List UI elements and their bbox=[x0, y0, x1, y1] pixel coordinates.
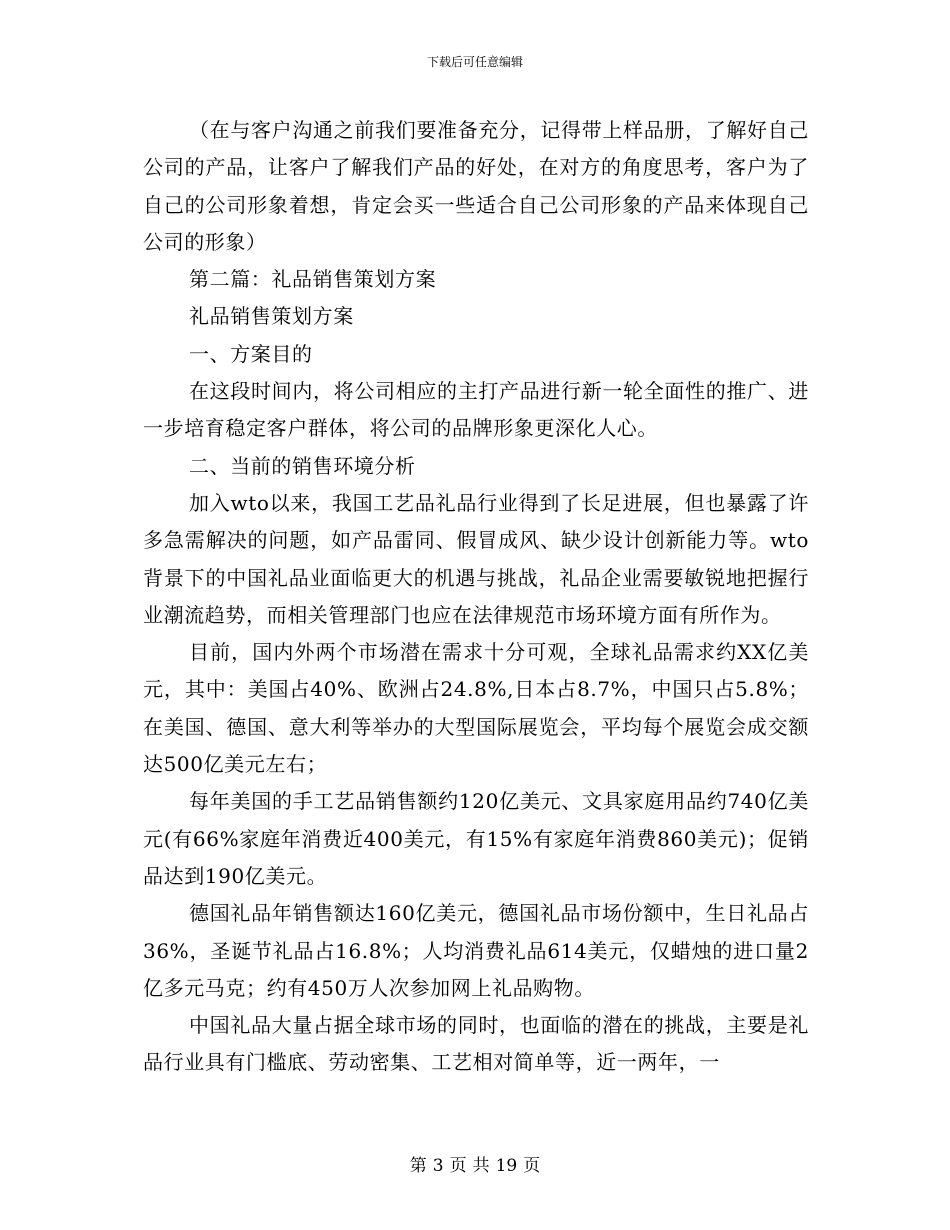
paragraph-intro-note: （在与客户沟通之前我们要准备充分，记得带上样品册，了解好自己公司的产品，让客户了解我们产品的好处，在对方的角度思考，客户为了自己的公司形象着想，肯定会买一些适合自己公司形象的产品来体现自己公司的形象） bbox=[143, 118, 809, 254]
paragraph-global-demand: 目前，国内外两个市场潜在需求十分可观，全球礼品需求约XX亿美元，其中：美国占40%、欧洲占24.8%,日本占8.7%，中国只占5.8%；在美国、德国、意大利等举办的大型国际展览会，平均每个展览会成交额达500亿美元左右； bbox=[143, 640, 809, 777]
paragraph-china-challenges: 中国礼品大量占据全球市场的同时，也面临的潜在的挑战，主要是礼品行业具有门槛底、劳动密集、工艺相对简单等，近一两年，一 bbox=[143, 1013, 809, 1075]
page-header: 下载后可任意编辑 bbox=[426, 55, 523, 69]
heading-plan-purpose: 一、方案目的 bbox=[189, 341, 313, 366]
footer-total-pages: 19 bbox=[495, 1156, 518, 1176]
footer-page-number: 3 bbox=[432, 1156, 444, 1176]
document-title: 礼品销售策划方案 bbox=[189, 304, 354, 329]
document-body bbox=[143, 112, 809, 1082]
paragraph-wto-background: 加入wto以来，我国工艺品礼品行业得到了长足进展，但也暴露了许多急需解决的问题，如产品雷同、假冒成风、缺少设计创新能力等。wto背景下的中国礼品业面临更大的机遇与挑战，礼品企业需要敏锐地把握行业潮流趋势，而相关管理部门也应在法律规范市场环境方面有所作为。 bbox=[143, 490, 809, 627]
section-title-part-two: 第二篇：礼品销售策划方案 bbox=[189, 267, 437, 292]
footer-suffix: 页 bbox=[523, 1156, 541, 1176]
footer-page-word: 页 bbox=[449, 1156, 467, 1176]
paragraph-us-market: 每年美国的手工艺品销售额约120亿美元、文具家庭用品约740亿美元(有66%家庭年消费近400美元，有15%有家庭年消费860美元)；促销品达到190亿美元。 bbox=[143, 789, 809, 888]
footer-total-prefix: 共 bbox=[472, 1156, 490, 1176]
page-footer bbox=[0, 1155, 950, 1177]
paragraph-germany-market: 德国礼品年销售额达160亿美元，德国礼品市场份额中，生日礼品占36%，圣诞节礼品占16.8%；人均消费礼品614美元，仅蜡烛的进口量2亿多元马克；约有450万人次参加网上礼品购物。 bbox=[143, 901, 809, 1000]
heading-market-analysis: 二、当前的销售环境分析 bbox=[189, 453, 416, 478]
paragraph-plan-purpose: 在这段时间内，将公司相应的主打产品进行新一轮全面性的推广、进一步培育稳定客户群体，将公司的品牌形象更深化人心。 bbox=[143, 379, 809, 441]
footer-prefix: 第 bbox=[409, 1156, 427, 1176]
